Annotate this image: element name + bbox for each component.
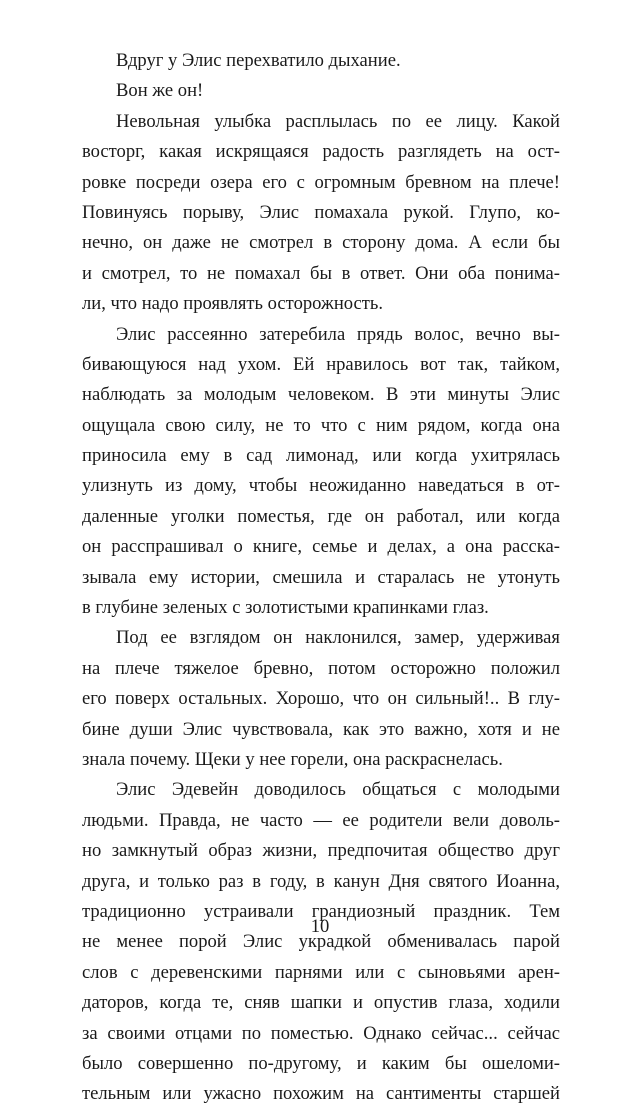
- text-line: на плече тяжелое бревно, потом осторожно положил: [82, 657, 560, 679]
- text-line: друга, и только раз в году, в канун Дня святого Иоанна,: [82, 870, 560, 892]
- text-line: знала почему. Щеки у нее горели, она раскраснелась.: [82, 748, 503, 770]
- text-line: восторг, какая искрящаяся радость разглядеть на ост-: [82, 141, 560, 163]
- text-line: и смотрел, то не помахал бы в ответ. Они оба понима-: [82, 262, 560, 284]
- text-line: Невольная улыбка расплылась по ее лицу. Какой: [116, 110, 560, 132]
- text-line: Под ее взглядом он наклонился, замер, удерживая: [116, 627, 560, 649]
- text-line: не менее порой Элис украдкой обменивалась парой: [82, 931, 560, 953]
- text-line: зывала ему истории, смешила и старалась не утонуть: [82, 566, 560, 588]
- text-line: традиционно устраивали грандиозный праздник. Тем: [82, 900, 560, 922]
- text-line: но замкнутый образ жизни, предпочитая общество друг: [82, 840, 560, 862]
- text-line: ощущала свою силу, не то что с ним рядом, когда она: [82, 414, 560, 436]
- text-line: приносила ему в сад лимонад, или когда ухитрялась: [82, 445, 560, 467]
- text-line: слов с деревенскими парнями или с сыновьями арен-: [82, 961, 560, 983]
- text-line: даленные уголки поместья, где он работал, или когда: [82, 505, 560, 527]
- text-line: он расспрашивал о книге, семье и делах, а она расска-: [82, 536, 560, 558]
- text-line: тельным или ужасно похожим на сантименты старшей: [82, 1083, 560, 1105]
- text-line: наблюдать за молодым человеком. В эти минуты Элис: [82, 384, 560, 406]
- text-line: улизнуть из дому, чтобы неожиданно наведаться в от-: [82, 475, 560, 497]
- text-line: нечно, он даже не смотрел в сторону дома. А если бы: [82, 232, 560, 254]
- text-line: было совершенно по-другому, и каким бы ошеломи-: [82, 1052, 560, 1074]
- text-line: Вон же он!: [116, 80, 204, 102]
- text-line: Повинуясь порыву, Элис помахала рукой. Глупо, ко-: [82, 201, 560, 223]
- page-number: 10: [310, 916, 330, 937]
- text-line: за своими отцами по поместью. Однако сейчас... сейчас: [82, 1022, 560, 1044]
- text-line: Вдруг у Элис перехватило дыхание.: [116, 50, 401, 71]
- text-line: Элис рассеянно затеребила прядь волос, вечно вы-: [116, 323, 560, 345]
- text-line: Элис Эдевейн доводилось общаться с молодыми: [116, 779, 560, 801]
- text-line: даторов, когда те, сняв шапки и опустив глаза, ходили: [82, 992, 560, 1014]
- text-line: в глубине зеленых с золотистыми крапинками глаз.: [82, 597, 489, 619]
- text-line: бине души Элис чувствовала, как это важно, хотя и не: [82, 718, 560, 740]
- text-line: людьми. Правда, не часто — ее родители вели доволь-: [82, 809, 560, 831]
- text-line: ровке посреди озера его с огромным бревном на плече!: [82, 171, 560, 193]
- text-line: его поверх остальных. Хорошо, что он сильный!.. В глу-: [82, 688, 560, 710]
- text-line: ли, что надо проявлять осторожность.: [82, 293, 384, 315]
- page-text: [82, 46, 560, 1110]
- text-line: бивающуюся над ухом. Ей нравилось вот так, тайком,: [82, 353, 560, 375]
